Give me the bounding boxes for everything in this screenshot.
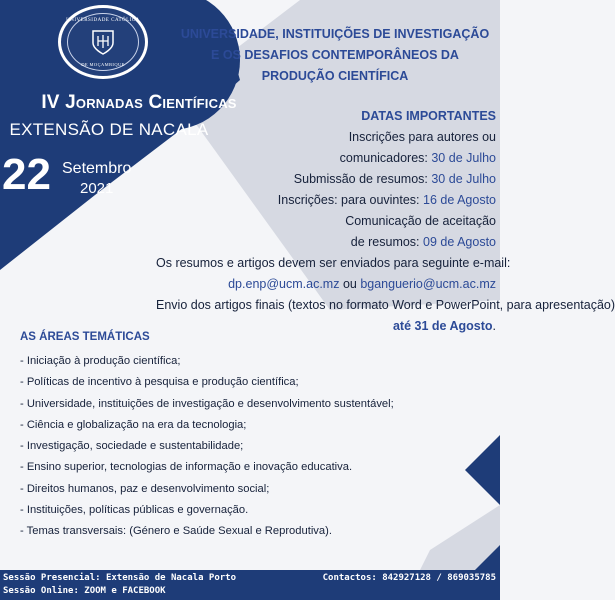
dates-label: comunicadores: — [339, 151, 432, 165]
dates-value: 16 de Agosto — [423, 193, 496, 207]
logo-text-bottom: DE MOÇAMBIQUE — [81, 62, 125, 67]
footer-session-presencial: Sessão Presencial: Extensão de Nacala Porto — [3, 573, 236, 583]
important-dates — [156, 106, 615, 337]
dates-line — [156, 232, 496, 253]
event-subtitle: EXTENSÃO DE NACALA — [9, 120, 209, 139]
list-item: - Instituições, políticas públicas e governação. — [20, 504, 249, 517]
event-title: IV Jornadas Científicas — [41, 92, 237, 113]
main-title-line3: PRODUÇÃO CIENTÍFICA — [261, 69, 409, 83]
thematic-areas — [20, 331, 480, 543]
dates-label: de resumos: — [350, 235, 424, 249]
list-item: - Políticas de incentivo à pesquisa e produção científica; — [20, 376, 299, 389]
list-item: - Ciência e globalização na era da tecnologia; — [20, 418, 247, 431]
dates-line: Envio dos artigos finais (textos no formato Word e PowerPoint, para apresentação) — [156, 298, 615, 312]
list-item: - Iniciação à produção científica; — [20, 355, 181, 367]
main-title-line1: UNIVERSIDADE, INSTITUIÇÕES DE INVESTIGAÇÃO — [180, 27, 490, 41]
dates-value: 30 de Julho — [431, 172, 496, 186]
event-year: 2021 — [80, 180, 114, 197]
email-line — [156, 274, 496, 295]
dates-end: . — [492, 319, 496, 333]
list-item: - Direitos humanos, paz e desenvolvimento social; — [20, 482, 270, 495]
main-title — [170, 24, 500, 87]
dates-label: Inscrições: para ouvintes: — [277, 193, 424, 207]
dates-value: 09 de Agosto — [423, 235, 496, 249]
email-separator: ou — [339, 277, 361, 291]
dates-label: Submissão de resumos: — [293, 172, 432, 186]
dates-value: 30 de Julho — [431, 151, 496, 165]
email-link-1[interactable]: dp.enp@ucm.ac.mz — [228, 277, 340, 291]
dates-line — [156, 190, 496, 211]
list-item: - Universidade, instituições de investigação e desenvolvimento sustentável; — [20, 397, 394, 410]
list-item: - Ensino superior, tecnologias de informação e inovação educativa. — [20, 461, 353, 474]
areas-heading: AS ÁREAS TEMÁTICAS — [20, 331, 150, 343]
logo-text-top: UNIVERSIDADE CATÓLICA — [66, 18, 140, 23]
footer-session-online: Sessão Online: ZOOM e FACEBOOK — [3, 586, 166, 596]
email-link-2[interactable]: bganguerio@ucm.ac.mz — [360, 277, 496, 291]
dates-line: Comunicação de aceitação — [345, 214, 496, 228]
list-item: - Investigação, sociedade e sustentabilidade; — [20, 440, 244, 453]
event-month: Setembro — [62, 160, 132, 177]
dates-line — [156, 148, 496, 169]
dates-line: Os resumos e artigos devem ser enviados para seguinte e-mail: — [156, 256, 511, 270]
dates-heading: DATAS IMPORTANTES — [361, 109, 496, 123]
dates-line — [156, 169, 496, 190]
event-day: 22 — [2, 150, 51, 199]
footer-contacts: Contactos: 842927128 / 869035785 — [322, 573, 496, 583]
dates-value: até 31 de Agosto — [392, 319, 493, 333]
footer-bar — [0, 570, 500, 600]
dates-line: Inscrições para autores ou — [348, 130, 496, 144]
main-title-line2: E OS DESAFIOS CONTEMPORÂNEOS DA — [211, 48, 459, 62]
list-item: - Temas transversais: (Género e Saúde Sexual e Reprodutiva). — [20, 525, 332, 538]
university-logo — [58, 5, 148, 79]
